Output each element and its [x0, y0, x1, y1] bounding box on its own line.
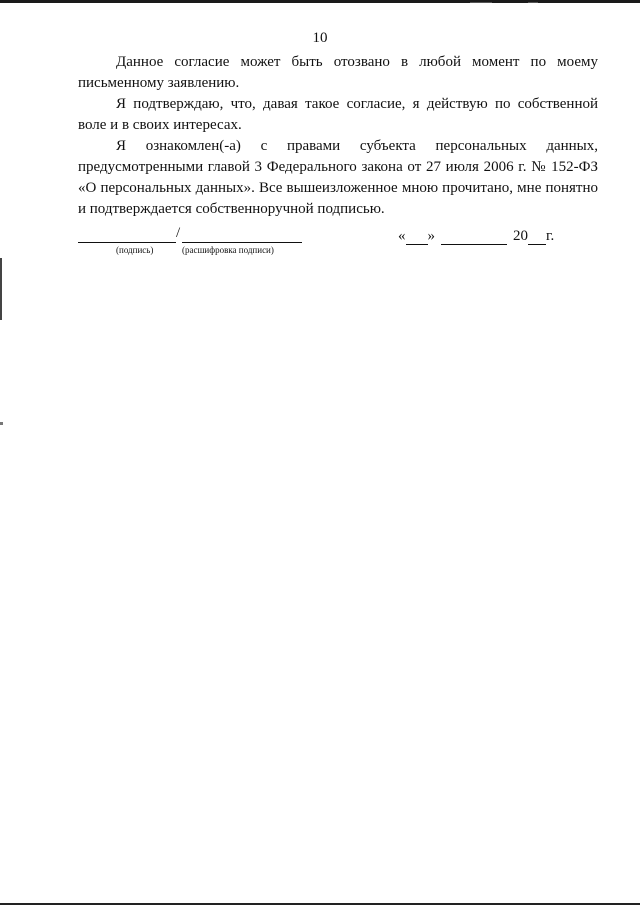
- signature-block: [78, 225, 310, 260]
- date-century: 20: [513, 228, 528, 244]
- date-year-suffix: г.: [546, 228, 555, 244]
- top-edge-mark: [470, 2, 492, 3]
- date-open-quote: «: [398, 228, 406, 244]
- date-close-quote: »: [427, 228, 435, 244]
- top-edge-mark: [528, 2, 538, 3]
- date-month-blank: [441, 230, 507, 245]
- signature-decoding-caption: (расшифровка подписи): [182, 245, 274, 255]
- page-number: 10: [312, 30, 328, 46]
- paragraph-free-will: Я подтверждаю, что, давая такое согласие, я действую по собственной воле и в своих интересах.: [78, 96, 598, 133]
- left-edge-speck: [0, 422, 3, 425]
- document-body: [78, 52, 598, 220]
- signature-decoding-line: [182, 228, 302, 243]
- left-edge-mark: [0, 258, 2, 320]
- date-year-blank: [528, 230, 546, 245]
- date-day-blank: [406, 230, 428, 245]
- signature-caption: (подпись): [116, 245, 154, 255]
- signature-line: [78, 228, 176, 243]
- paragraph-revocation: Данное согласие может быть отозвано в любой момент по моему письменному заявлению.: [78, 54, 598, 91]
- paragraph-acknowledgement: Я ознакомлен(-а) с правами субъекта персональных данных, предусмотренными главой 3 Федерального закона от 27 июля 2006 г. № 152-ФЗ «О персональных данных». Все вышеизложенное мною прочитано, мне понятно и подтверждается собственноручной подписью.: [78, 138, 598, 217]
- signature-separator: /: [176, 225, 181, 241]
- date-block: [398, 227, 554, 247]
- top-edge-rule: [0, 0, 640, 3]
